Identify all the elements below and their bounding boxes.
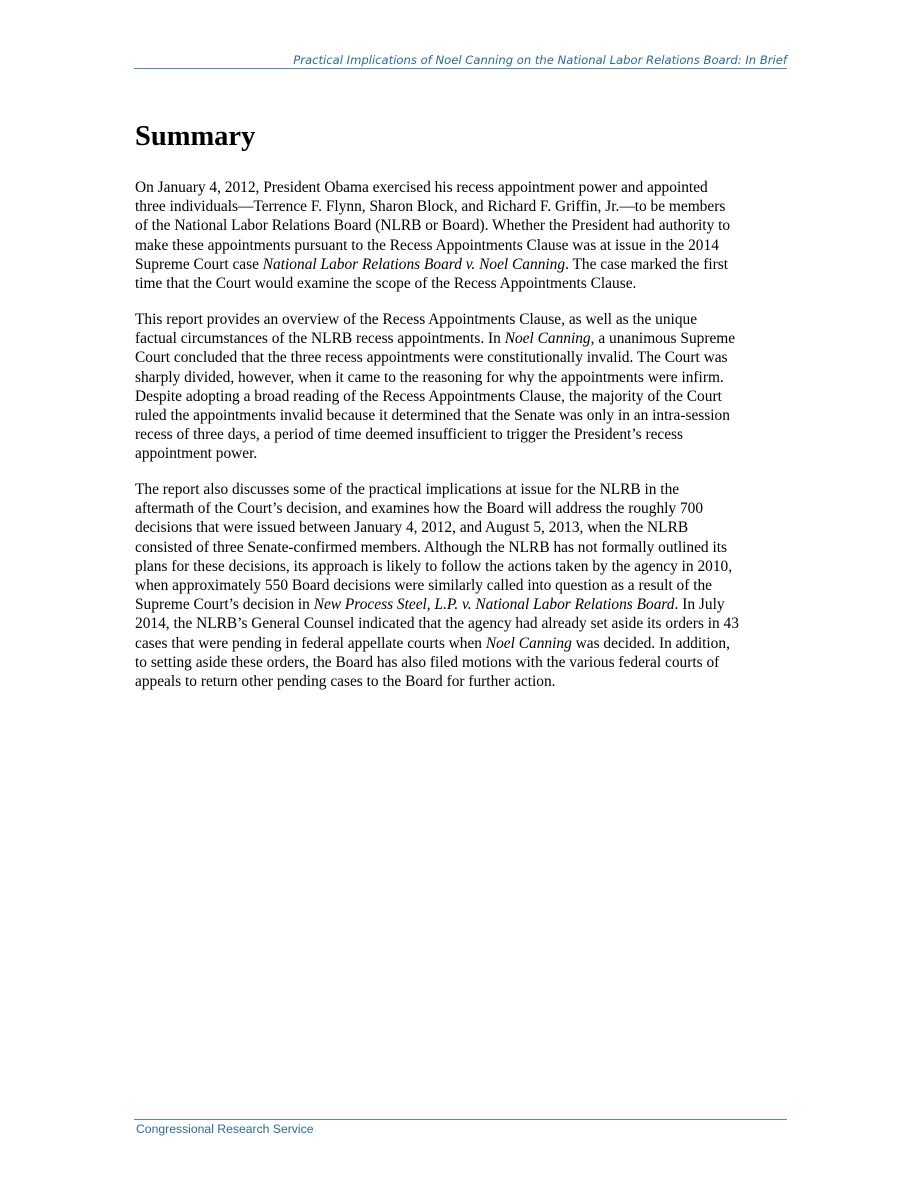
paragraph-line bbox=[135, 653, 787, 672]
text-run: 2014, the NLRB’s General Counsel indicated that the agency had already set aside its orders in 43 bbox=[135, 615, 739, 633]
text-run: aftermath of the Court’s decision, and examines how the Board will address the roughly 700 bbox=[135, 500, 704, 518]
text-run: Supreme Court’s decision in bbox=[135, 596, 314, 614]
case-name-italic: Noel Canning bbox=[485, 634, 572, 652]
text-run: This report provides an overview of the Recess Appointments Clause, as well as the unique bbox=[135, 311, 698, 328]
case-name-italic: Noel Canning bbox=[504, 330, 591, 348]
text-run: of the National Labor Relations Board (NLRB or Board). Whether the President had authority to bbox=[135, 217, 731, 235]
paragraph-line bbox=[135, 425, 787, 444]
case-name-italic: New Process Steel, L.P. v. National Labor Relations Board bbox=[313, 596, 675, 614]
paragraph-line bbox=[135, 634, 787, 653]
text-run: consisted of three Senate-confirmed members. Although the NLRB has not formally outlined its bbox=[135, 538, 727, 556]
paragraph-line bbox=[135, 518, 787, 537]
paragraph-line bbox=[135, 310, 787, 329]
text-run: when approximately 550 Board decisions were similarly called into question as a result of the bbox=[135, 577, 712, 595]
text-run: appointment power. bbox=[135, 445, 258, 463]
text-run: to setting aside these orders, the Board has also filed motions with the various federal courts of bbox=[135, 653, 720, 671]
paragraph-line bbox=[135, 178, 787, 197]
text-run: was decided. In addition, bbox=[571, 634, 730, 652]
paragraph-line bbox=[135, 595, 787, 614]
text-run: appeals to return other pending cases to the Board for further action. bbox=[135, 673, 556, 691]
paragraph-line bbox=[135, 576, 787, 595]
paragraph-line bbox=[135, 557, 787, 576]
footer-source: Congressional Research Service bbox=[136, 1122, 314, 1136]
text-run: . The case marked the first bbox=[565, 255, 729, 273]
paragraph-line bbox=[135, 348, 787, 367]
paragraph-line bbox=[135, 480, 787, 499]
paragraph-line bbox=[135, 538, 787, 557]
paragraph-line bbox=[135, 216, 787, 235]
paragraph-line bbox=[135, 236, 787, 255]
text-run: On January 4, 2012, President Obama exercised his recess appointment power and appointed bbox=[135, 179, 708, 196]
text-run: The report also discusses some of the practical implications at issue for the NLRB in the bbox=[135, 481, 680, 498]
paragraph-line bbox=[135, 614, 787, 633]
text-run: ruled the appointments invalid because it determined that the Senate was only in an intra-session bbox=[135, 407, 730, 425]
summary-paragraph-2 bbox=[135, 310, 787, 464]
paragraph-line bbox=[135, 406, 787, 425]
summary-paragraph-3 bbox=[135, 480, 787, 691]
paragraph-line bbox=[135, 255, 787, 274]
paragraph-line bbox=[135, 387, 787, 406]
text-run: three individuals—Terrence F. Flynn, Sharon Block, and Richard F. Griffin, Jr.—to be members bbox=[135, 198, 726, 216]
paragraph-line bbox=[135, 444, 787, 463]
footer-rule bbox=[134, 1119, 787, 1120]
text-run: time that the Court would examine the scope of the Recess Appointments Clause. bbox=[135, 275, 637, 293]
paragraph-line bbox=[135, 672, 787, 691]
text-run: Court concluded that the three recess appointments were constitutionally invalid. The Court was bbox=[135, 349, 728, 367]
text-run: make these appointments pursuant to the Recess Appointments Clause was at issue in the 2014 bbox=[135, 236, 719, 254]
case-name-italic: National Labor Relations Board v. Noel Canning bbox=[262, 255, 566, 273]
text-run: plans for these decisions, its approach is likely to follow the actions taken by the agency in 2010, bbox=[135, 557, 733, 575]
paragraph-line bbox=[135, 329, 787, 348]
header-rule bbox=[134, 68, 787, 69]
paragraph-line bbox=[135, 274, 787, 293]
text-run: factual circumstances of the NLRB recess appointments. In bbox=[135, 330, 505, 348]
summary-paragraph-1 bbox=[135, 178, 787, 293]
page-title: Summary bbox=[135, 121, 256, 152]
running-header: Practical Implications of Noel Canning on the National Labor Relations Board: In Brief bbox=[293, 53, 787, 67]
paragraph-line bbox=[135, 197, 787, 216]
text-run: sharply divided, however, when it came to the reasoning for why the appointments were infirm. bbox=[135, 368, 724, 386]
text-run: Despite adopting a broad reading of the Recess Appointments Clause, the majority of the Court bbox=[135, 387, 722, 405]
text-run: cases that were pending in federal appellate courts when bbox=[135, 634, 486, 652]
text-run: . In July bbox=[674, 596, 725, 614]
paragraph-line bbox=[135, 368, 787, 387]
text-run: , a unanimous Supreme bbox=[590, 330, 736, 348]
text-run: recess of three days, a period of time deemed insufficient to trigger the President’s recess bbox=[135, 426, 684, 444]
text-run: Supreme Court case bbox=[135, 255, 263, 273]
text-run: decisions that were issued between January 4, 2012, and August 5, 2013, when the NLRB bbox=[135, 519, 689, 537]
paragraph-line bbox=[135, 499, 787, 518]
